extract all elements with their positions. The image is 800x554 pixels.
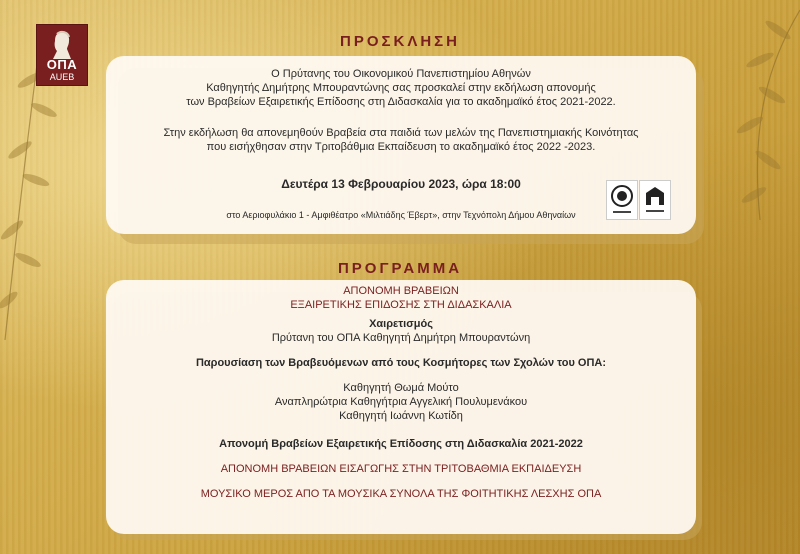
program-title-line1: ΑΠΟΝΟΜΗ ΒΡΑΒΕΙΩΝ — [343, 285, 459, 297]
dean-name: Καθηγητή Θωμά Μούτο — [343, 382, 459, 394]
program-heading: ΠΡΟΓΡΑΜΜΑ — [337, 260, 463, 277]
dean-name: Καθηγητή Ιωάννη Κωτίδη — [339, 410, 463, 422]
logo-brand: ΟΠΑ — [46, 57, 78, 72]
dean-name: Αναπληρώτρια Καθηγήτρια Αγγελική Πουλυμενάκου — [274, 396, 528, 408]
music-line: ΜΟΥΣΙΚΟ ΜΕΡΟΣ ΑΠΟ ΤΑ ΜΟΥΣΙΚΑ ΣΥΝΟΛΑ ΤΗΣ ΦΟΙΤΗΤΙΚΗΣ ΛΕΣΧΗΣ ΟΠΑ — [200, 488, 602, 500]
event-venue: στο Αεριοφυλάκιο 1 - Αμφιθέατρο «Μιλτιάδης Έβερτ», στην Τεχνόπολη Δήμου Αθηναίων — [226, 210, 576, 220]
greeting-speaker: Πρύτανη του ΟΠΑ Καθηγητή Δημήτρη Μπουραντώνη — [271, 332, 531, 344]
university-seal-icon — [606, 180, 638, 220]
invitation-line: που εισήχθησαν στην Τριτοβάθμια Εκπαίδευση το ακαδημαϊκό έτος 2022 -2023. — [206, 141, 596, 153]
invitation-line: Ο Πρύτανης του Οικονομικού Πανεπιστημίου Αθηνών — [271, 68, 531, 80]
invitation-heading: ΠΡΟΣΚΛΗΣΗ — [339, 33, 460, 50]
partner-emblems — [606, 180, 669, 220]
program-title-line2: ΕΞΑΙΡΕΤΙΚΗΣ ΕΠΙΔΟΣΗΣ ΣΤΗ ΔΙΔΑΣΚΑΛΙΑ — [290, 299, 512, 311]
invitation-line: Στην εκδήλωση θα απονεμηθούν Βραβεία στα παιδιά των μελών της Πανεπιστημιακής Κοινότητας — [163, 127, 639, 139]
program-panel — [106, 280, 696, 534]
greeting-label: Χαιρετισμός — [369, 318, 433, 330]
event-date: Δευτέρα 13 Φεβρουαρίου 2023, ώρα 18:00 — [281, 177, 521, 191]
invitation-line: Καθηγητής Δημήτρης Μπουραντώνης σας προσκαλεί στην εκδήλωση απονομής — [206, 82, 596, 94]
presentation-label: Παρουσίαση των Βραβευόμενων από τους Κοσμήτορες των Σχολών του ΟΠΑ: — [195, 357, 607, 369]
technopolis-logo-icon — [639, 180, 671, 220]
invitation-line: των Βραβείων Εξαιρετικής Επίδοσης στη Διδασκαλία για το ακαδημαϊκό έτος 2021-2022. — [186, 96, 616, 108]
entry-awards-line: ΑΠΟΝΟΜΗ ΒΡΑΒΕΙΩΝ ΕΙΣΑΓΩΓΗΣ ΣΤΗΝ ΤΡΙΤΟΒΑΘΜΙΑ ΕΚΠΑΙΔΕΥΣΗ — [220, 463, 582, 475]
awards-line: Απονομή Βραβείων Εξαιρετικής Επίδοσης στη Διδασκαλία 2021-2022 — [219, 438, 583, 450]
logo-sub: AUEB — [49, 72, 75, 82]
